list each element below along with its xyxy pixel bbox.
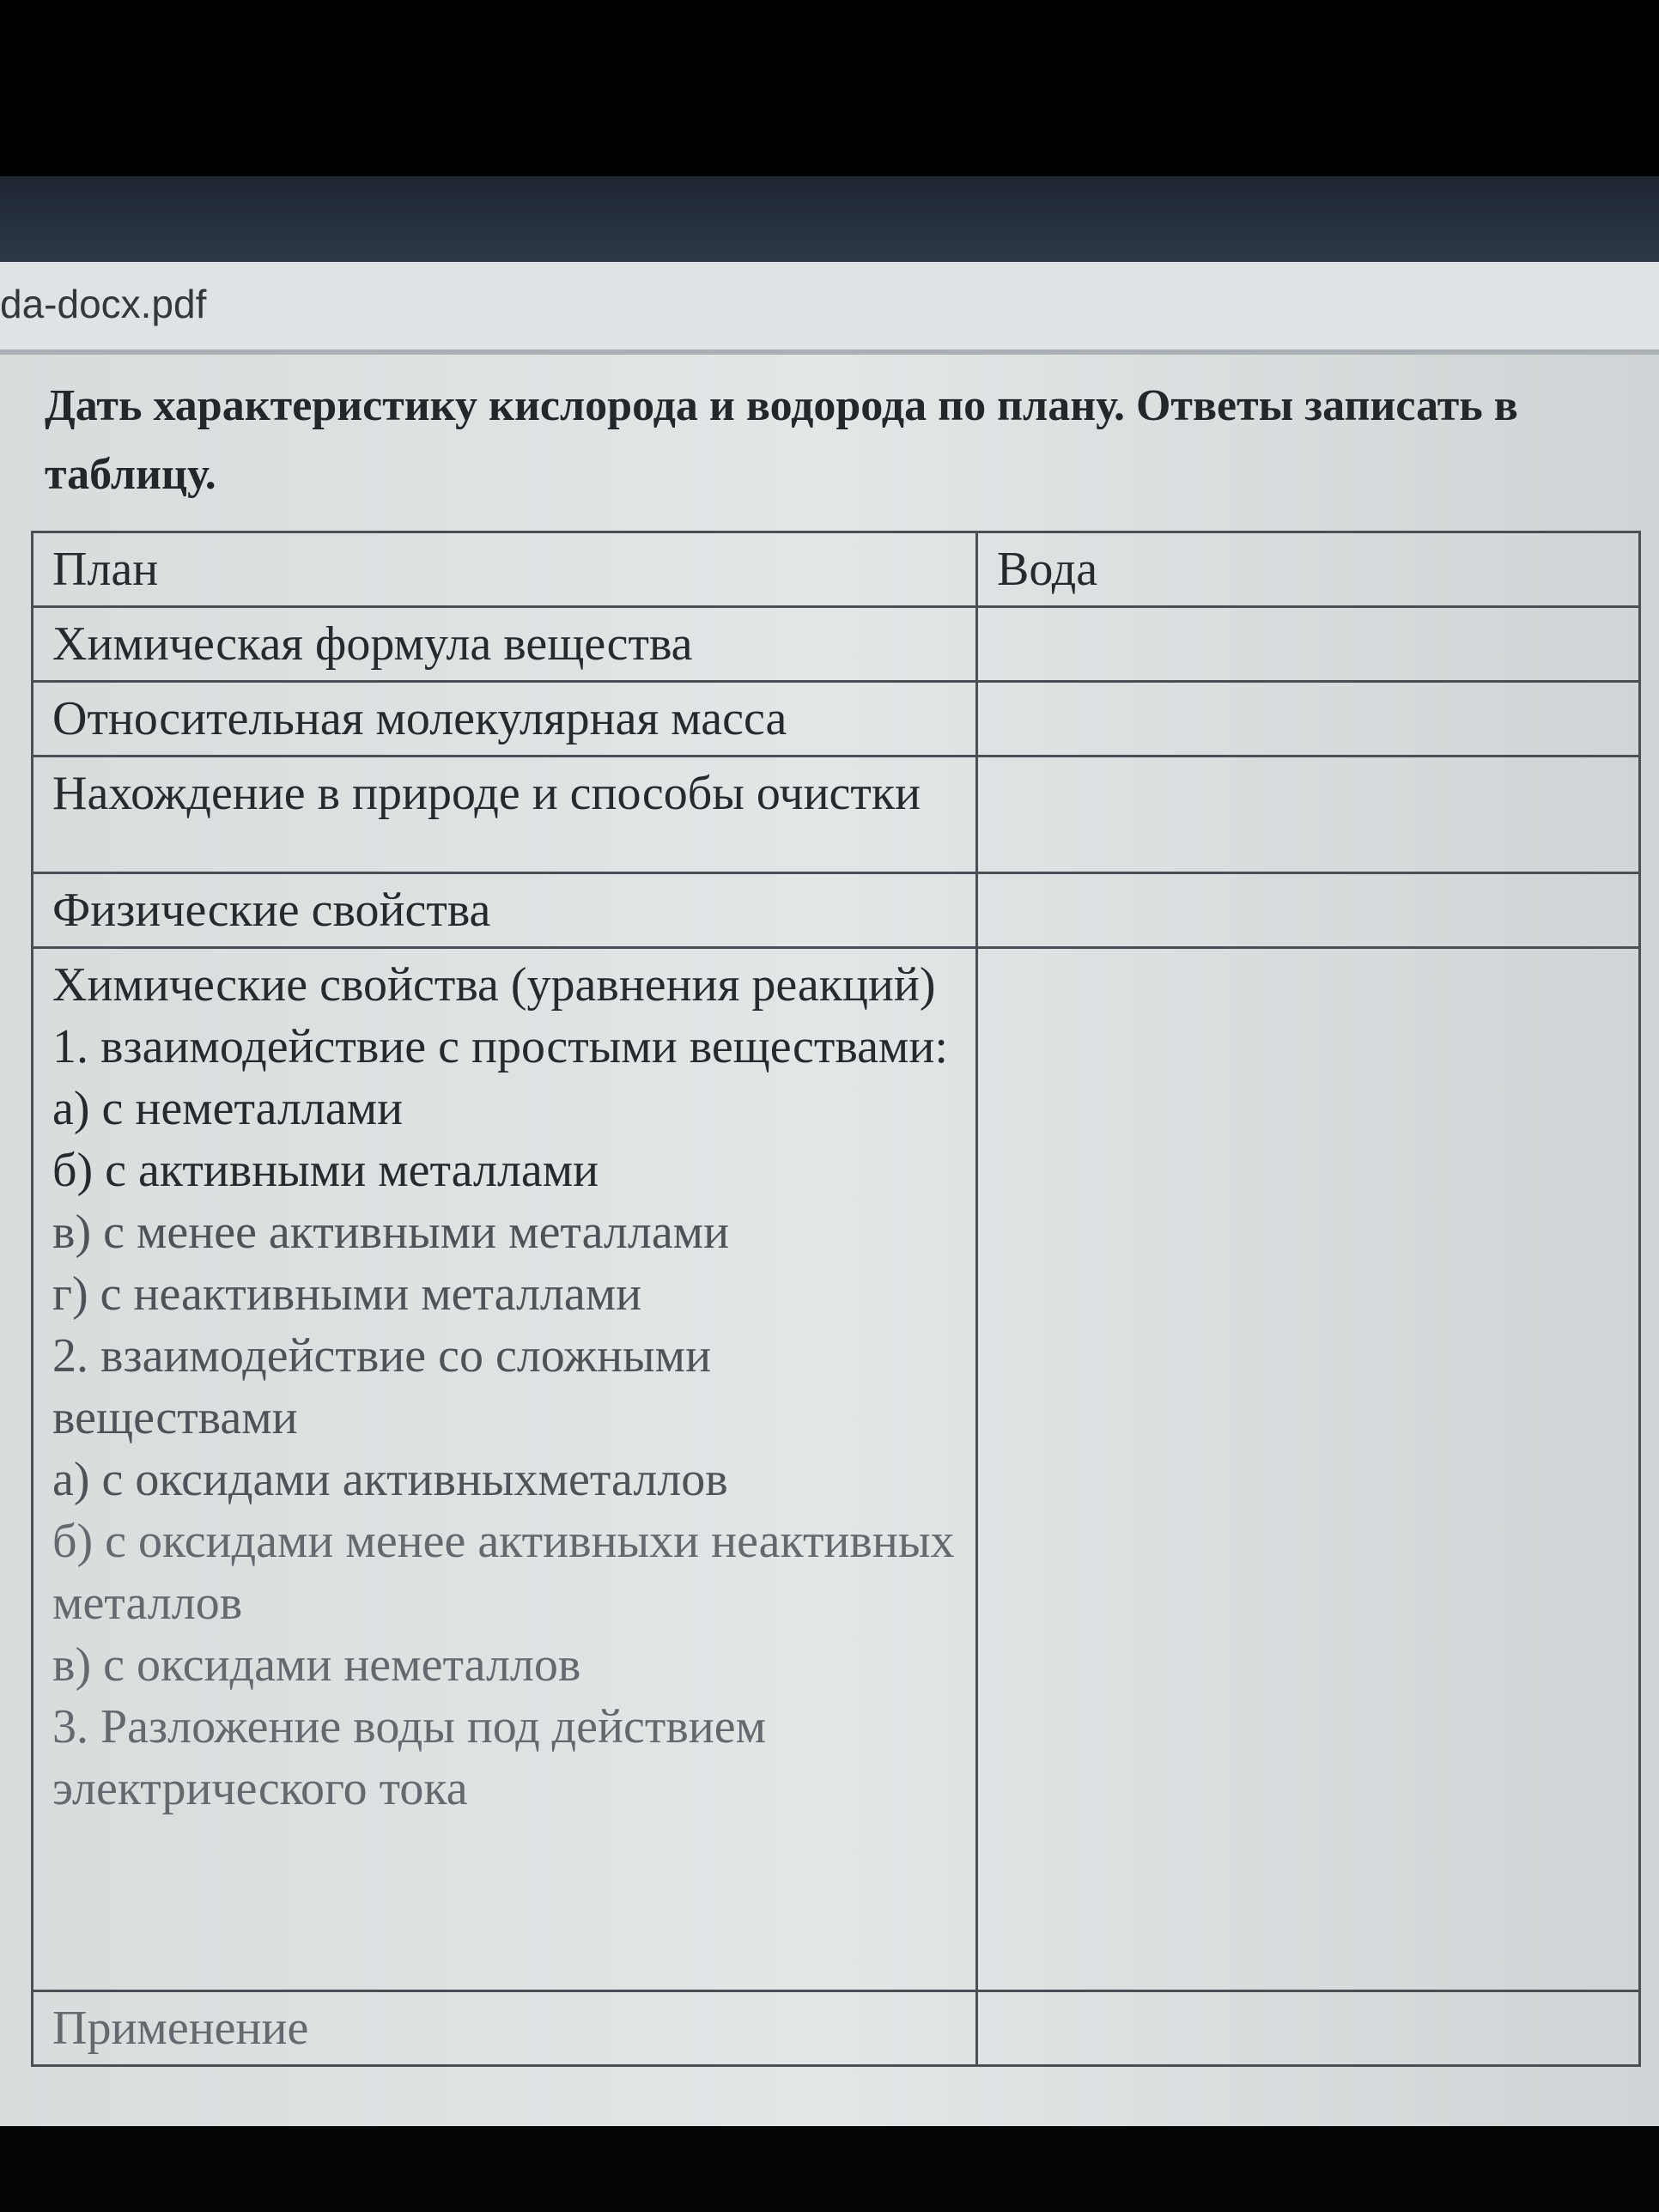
answer-cell-chemical: [977, 948, 1640, 1991]
list-item: г) с неактивными металлами: [52, 1267, 642, 1321]
table-row: [33, 682, 1640, 757]
header-plan: План: [33, 532, 977, 607]
table-row: [33, 607, 1640, 682]
document-page: [0, 355, 1659, 2126]
table-row: [33, 873, 1640, 948]
row-label-chemical: [33, 948, 977, 1991]
list-item: 1. взаимодействие с простыми веществами:: [52, 1020, 948, 1073]
list-item: 2. взаимодействие со сложными веществами: [52, 1329, 712, 1444]
table-row: [33, 1991, 1640, 2066]
row-label-physical: Физические свойства: [33, 873, 977, 948]
row-label-application: Применение: [33, 1991, 977, 2066]
chemical-properties-list: [52, 954, 957, 1820]
list-item: в) с оксидами неметаллов: [52, 1638, 581, 1692]
table-header-row: [33, 532, 1640, 607]
list-item: б) с активными металлами: [52, 1144, 599, 1197]
header-water: Вода: [977, 532, 1640, 607]
file-name-tab[interactable]: da-docx.pdf: [0, 282, 207, 326]
screen-bezel-top: [0, 0, 1659, 176]
list-item: а) с оксидами активныхметаллов: [52, 1453, 728, 1506]
row-label-formula: Химическая формула вещества: [33, 607, 977, 682]
plan-table: [31, 531, 1641, 2067]
list-item: а) с неметаллами: [52, 1082, 404, 1135]
table-row: [33, 757, 1640, 873]
list-item: в) с менее активными металлами: [52, 1206, 730, 1259]
list-item: 3. Разложение воды под действием электрического тока: [52, 1700, 767, 1815]
row-label-molar-mass: Относительная молекулярная масса: [33, 682, 977, 757]
answer-cell-occurrence: [977, 757, 1640, 873]
list-item: б) с оксидами менее активныхи неактивных металлов: [52, 1515, 955, 1630]
instruction-text: Дать характеристику кислорода и водорода по плану. Ответы записать в таблицу.: [45, 381, 1518, 499]
table-row: [33, 948, 1640, 1991]
viewer-header: [0, 176, 1659, 262]
row-label-occurrence: Нахождение в природе и способы очистки: [33, 757, 977, 873]
answer-cell-formula: [977, 607, 1640, 682]
answer-cell-physical: [977, 873, 1640, 948]
screen-bezel-bottom: [0, 2126, 1659, 2212]
list-item: Химические свойства (уравнения реакций): [52, 958, 936, 1012]
pdf-tab-bar: [0, 262, 1659, 355]
answer-cell-molar-mass: [977, 682, 1640, 757]
answer-cell-application: [977, 1991, 1640, 2066]
